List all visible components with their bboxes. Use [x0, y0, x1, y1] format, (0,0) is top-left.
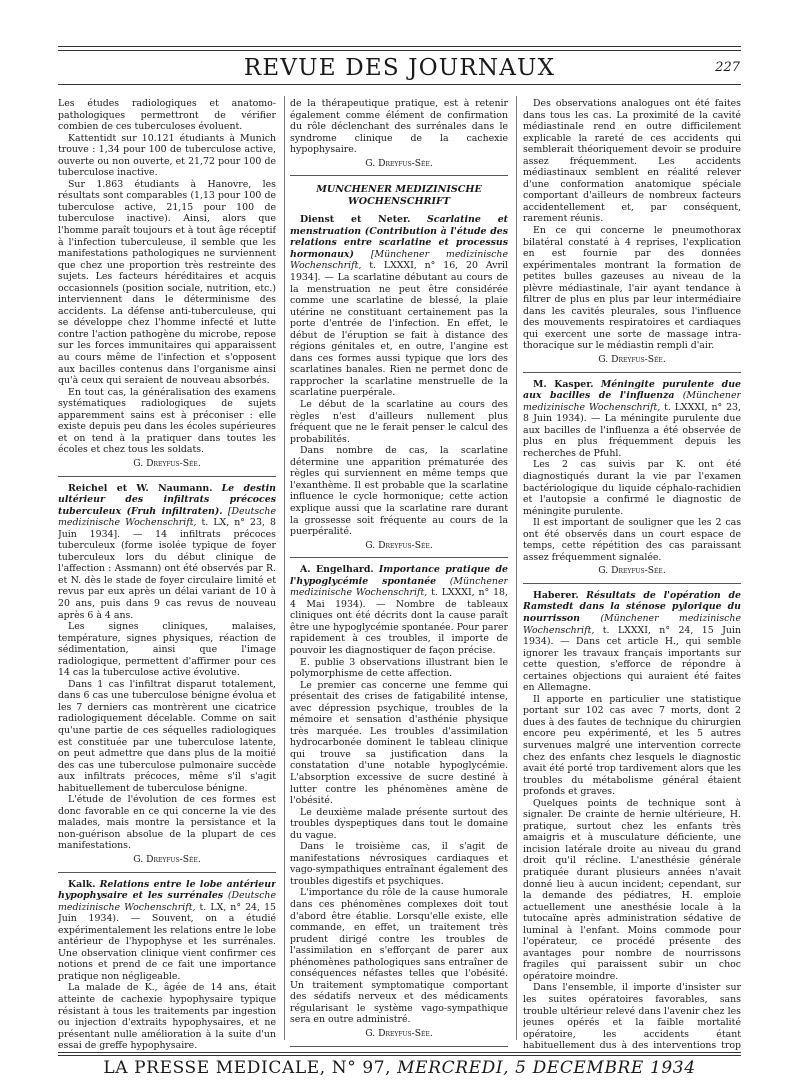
paragraph: Dans nombre de cas, la scarlatine détermine une apparition prématurée des règles qui surviennent en même temps que l'exanthème. Il est probable que la scarlatine influence le cycle hormonique; cette action explique aussi que la scarlatine rare durant la grossesse soit fréquente au cours de la puerpéralité.	[290, 445, 508, 538]
article-separator	[58, 476, 276, 477]
article-author: Reichel et W. Naumann.	[68, 482, 213, 494]
article-journal: (Deutsche medizinische Wochenschrift,	[58, 890, 276, 913]
paragraph: Dans l'ensemble, il importe d'insister sur les suites opératoires favorables, sans trouble ultérieur relevé dans l'avenir chez les jeunes opérés et la faible mortalité opératoire, les accidents étant habituellement dus à des interventions trop	[523, 982, 741, 1050]
paragraph: Le premier cas concerne une femme qui présentait des crises de fatigabilité intense, avec dépression psychique, troubles de la mémoire et sensation d'asthénie physique très marquée. Les troubles d'assimilation hydrocarbonée dominent le tableau clinique qui trouve sa justification dans la constatation d'une notable hypoglycémie. L'absorption excessive de sucre destiné à lutter contre les phénomènes amène de l'obésité.	[290, 679, 508, 807]
running-head: REVUE DES JOURNAUX	[243, 55, 556, 81]
paragraph: Le deuxième malade présente surtout des troubles dyspeptiques dans tout le domaine du vague.	[290, 806, 508, 841]
article-head	[290, 214, 508, 399]
paragraph: Des observations analogues ont été faites dans tous les cas. La proximité de la cavité médiastinale rend en outre difficilement explicable la rareté de ces accidents qui semblerait théoriquement devoir se produire assez fréquemment. Les accidents médiastinaux semblent en réalité relever d'une conformation anatomique spéciale comportant d'ailleurs de nombreux facteurs accidentellement et, par conséquent, rarement réunis.	[523, 98, 741, 225]
article-journal: (Münchener medizinische Wochenschrift,	[523, 390, 741, 413]
author-signature: G. Dreyfus-Sée.	[365, 157, 433, 169]
article-title: Le destin ultérieur des infiltrats précoces tuberculeux (Fruh infiltraten).	[58, 482, 276, 517]
article-body: t. LXXXI, n° 24, 15 Juin 1934). — Dans cet article H., qui semble ignorer les travaux français importants sur cette question, s'efforce de répondre à certaines objections qui auraient été faites en Allemagne.	[523, 624, 741, 694]
paragraph: En tout cas, la généralisation des examens systématiques radiologiques de sujets apparemment sains est à préconiser : elle existe depuis peu dans les écoles supérieures et on tend à la pratiquer dans toutes les écoles et chez tous les soldats.	[58, 386, 276, 456]
author-signature: G. Dreyfus-Sée.	[365, 1028, 433, 1040]
article-body: t. LXXXI, n° 23, 8 Juin 1934). — La méningite purulente due aux bacilles de l'influenza a été observée de plus en plus fréquemment depuis les recherches de Pfuhl.	[523, 401, 741, 459]
article-separator	[290, 1046, 508, 1047]
paragraph: En ce qui concerne le pneumothorax bilatéral constaté à 4 reprises, l'explication en est fournie par des données expérimentales montrant la formation de petites bulles gazeuses au niveau de la plèvre médiastinale, l'air ayant tendance à filtrer de plus en plus par leur intermédiaire dans les cavités pleurales, sous l'influence des mouvements respiratoires et cardiaques qui exercent une sorte de massage intra-thoracique sur le médiastin rempli d'air.	[523, 225, 741, 352]
paragraph: E. publie 3 observations illustrant bien le polymorphisme de cette affection.	[290, 656, 508, 680]
article-title: Importance pratique de l'hypoglycémie spontanée	[290, 564, 508, 587]
author-signature: G. Dreyfus-Sée.	[365, 539, 433, 551]
paragraph: Il apporte en particulier une statistique portant sur 102 cas avec 7 morts, dont 2 dues à des fautes de technique du chirurgien encore peu expérimenté, et les 5 autres survenues malgré une intervention correcte chez des enfants chez lesquels le diagnostic avait été porté trop tardivement alors que les troubles du métabolisme général étaient profonds et graves.	[523, 693, 741, 798]
article-body: t. LXXXI, n° 18, 4 Mai 1934). — Nombre de tableaux cliniques ont été décrits dont la cause paraît être une hypoglycémie spontanée. Pour parer rapidement à ces troubles, il importe de pouvoir les diagnostiquer de façon précise.	[290, 587, 508, 656]
article-body: t. LX, n° 24, 15 Juin 1934). — Souvent, on a étudié expérimentalement les relations entre le lobe antérieur de l'hypophyse et les surrénales. Une observation clinique vient confirmer ces notions et prend de ce fait une importance pratique non négligeable.	[58, 901, 276, 982]
article-author: Dienst et Neter.	[300, 214, 411, 226]
paragraph: de la thérapeutique pratique, est à retenir également comme élément de confirmation du rôle déclenchant des surrénales dans le syndrome clinique de la cachexie hypophysaire.	[290, 98, 508, 156]
header-rule-bottom	[58, 84, 741, 85]
paragraph: Les études radiologiques et anatomo-pathologiques permettront de vérifier combien de ces tuberculoses évoluent.	[58, 98, 276, 133]
footer-rule-double	[58, 1055, 741, 1056]
author-signature: G. Dreyfus-Sée.	[133, 854, 201, 865]
article-author: Haberer.	[533, 589, 579, 601]
author-signature: G. Dreyfus-Sée.	[133, 457, 201, 469]
paragraph: L'importance du rôle de la cause humorale dans ces phénomènes complexes doit tout d'abord être établie. Lorsqu'elle existe, elle commande, en effet, un traitement très prudent dirigé contre les troubles de l'assimilation en s'efforçant de parer aux phénomènes pathologiques sans entraîner de conséquences néfastes telles que l'obésité. Un traitement symptomatique comportant des sédatifs nerveux et des médicaments régularisant le système vago-sympathique sera en outre administré.	[290, 887, 508, 1026]
paragraph: Dans le troisième cas, il s'agit de manifestations névrosiques cardiaques et vago-sympathiques entraînant également des troubles digestifs et psychiques.	[290, 841, 508, 887]
article-body: t. LXXXI, n° 16, 20 Avril 1934]. — La scarlatine débutant au cours de la menstruation ne peut être considérée comme une scarlatine de blessé, la plaie utérine ne constituant certainement pas la porte d'entrée de l'infection. En effet, le début de l'éruption se fait à distance des régions génitales et, en outre, l'angine est dans ces formes aussi typique que lors des scarlatines banales. Rien ne permet donc de rapprocher la scarlatine menstruelle de la scarlatine puerpérale.	[290, 260, 508, 399]
paragraph: Sur 1.863 étudiants à Hanovre, les résultats sont comparables (1,13 pour 100 de tuberculose active, 21,15 pour 100 de tuberculose inactive). Ainsi, alors que l'homme paraît toujours et à tout âge réceptif à l'infection tuberculeuse, il semble que les manifestations pathologiques ne surviennent que chez une proportion très restreinte des sujets. Les facteurs héréditaires et acquis occasionnels (position sociale, nutrition, etc.) interviennent dans le déterminisme des accidents. La défense anti-tuberculeuse, qui se développe chez l'homme infecté et lutte contre l'action pathogène du microbe, repose sur les forces immunitaires qui apparaissent au cours même de l'infection et s'opposent aux bacilles contenus dans l'organisme ainsi qu'à ceux qui seraient de nouveau absorbés.	[58, 178, 276, 387]
article-head	[523, 590, 741, 694]
article-separator	[290, 175, 508, 176]
page-number: 227	[715, 60, 740, 75]
paragraph: Quelques points de technique sont à signaler. De crainte de hernie ultérieure, H. pratique, surtout chez les enfants très amaigris et à musculature déficiente, une incision latérale droite au niveau du grand droit qu'il récline. L'anesthésie générale pratiquée durant plusieurs années n'avait donné lieu à aucun incident; cependant, sur la demande des pédiatres, H. emploie actuellement une anesthésie locale à la tutocaïne après administration sédative de luminal à l'enfant. Moins commode pour l'opérateur, ce procédé présente des avantages pour nombre de nourrissons fragiles qui paraissent subir un choc opératoire moindre.	[523, 797, 741, 982]
article-separator	[58, 872, 276, 873]
article-body: t. LX, n° 23, 8 Juin 1934]. — 14 infiltrats précoces tuberculeux (forme isolée typique de foyer tuberculeux lors du début clinique de l'affection : Assmann) ont été observés par R. et N. dès le stade de foyer circulaire limité et revus par eux après un délai variant de 10 à 20 ans, puis dans 9 cas revus de nouveau après 6 à 4 ans.	[58, 517, 276, 621]
column-rule-1	[284, 96, 285, 1040]
article-author: M. Kasper.	[533, 378, 594, 390]
article-head	[58, 483, 276, 622]
article-title: Relations entre le lobe antérieur hypophysaire et les surrénales	[58, 878, 276, 902]
article-journal: [Deutsche medizinische Wochenschrift,	[58, 505, 276, 529]
column-3	[523, 98, 741, 1050]
paragraph: Dans 1 cas l'infiltrat disparut totalement, dans 6 cas une tuberculose bénigne évolua et les 7 derniers cas montrèrent une cicatrice radiologiquement décelable. Comme on sait qu'une partie de ces séquelles radiologiques est constituée par une tuberculose latente, on peut admettre que dans plus de la moitié des cas une tuberculose pulmonaire succède aux infiltrats précoces, même s'il s'agit habituellement de tuberculose bénigne.	[58, 678, 276, 794]
article-journal: (Münchener medizinische Wochenschrift,	[523, 612, 741, 636]
article-title: Méningite purulente due aux bacilles de l'influenza	[523, 378, 741, 402]
footer-journal: LA PRESSE MEDICALE, N° 97,	[103, 1058, 392, 1078]
article-author: A. Engelhard.	[300, 564, 374, 576]
header-rule-top-double	[58, 50, 741, 51]
footer-rule	[58, 1052, 741, 1053]
paragraph: Il est important de souligner que les 2 cas ont été observés dans un court espace de temps, cette répétition des cas paraissant assez fréquemment signalée.	[523, 517, 741, 563]
paragraph: Les 2 cas suivis par K. ont été diagnostiqués durant la vie par l'examen bactériologique du liquide céphalo-rachidien et l'autopsie a confirmé le diagnostic de méningite purulente.	[523, 459, 741, 517]
section-heading: MUNCHENER MEDIZINISCHE WOCHENSCHRIFT	[316, 184, 482, 208]
paragraph: La malade de K., âgée de 14 ans, était atteinte de cachexie hypophysaire typique résistant à tous les traitements par ingestion ou injection d'extraits hypophysaires, et ne présentant nulle amélioration à la suite d'un essai de greffe hypophysaire.	[58, 982, 276, 1050]
paragraph: L'étude de l'évolution de ces formes est donc favorable en ce qui concerne la vie des malades, mais montre la persistance et la non-guérison absolue de la plupart de ces manifestations.	[58, 794, 276, 852]
article-separator	[523, 583, 741, 584]
article-author: Kalk.	[68, 878, 96, 890]
article-journal: [Münchener medizinische Wochenschrift,	[290, 248, 508, 272]
article-title: Résultats de l'opération de Ramstedt dans la sténose pylorique du nourrisson	[523, 589, 741, 624]
article-journal: (Münchener medizinische Wochenschrift,	[290, 575, 508, 599]
footer-date: MERCREDI, 5 DECEMBRE 1934	[397, 1058, 696, 1078]
paragraph: Les signes cliniques, malaises, température, signes physiques, réaction de sédimentation, ainsi que l'image radiologique, permettent d'affirmer pour ces 14 cas la tuberculose active évolutive.	[58, 621, 276, 679]
article-separator	[523, 372, 741, 373]
header-rule-top	[58, 46, 741, 47]
article-separator	[290, 557, 508, 558]
paragraph: Le début de la scarlatine au cours des règles n'est d'ailleurs nullement plus fréquent que ne le ferait penser le calcul des probabilités.	[290, 399, 508, 445]
article-title: Scarlatine et menstruation (Contribution à l'étude des relations entre scarlatine et processus hormonaux)	[290, 214, 508, 260]
column-2	[290, 98, 508, 1050]
column-1	[58, 98, 276, 1050]
column-rule-2	[516, 96, 517, 1040]
article-head	[290, 564, 508, 656]
article-head	[523, 379, 741, 460]
article-head	[58, 879, 276, 983]
author-signature: G. Dreyfus-Sée.	[598, 354, 666, 366]
page-footer	[58, 1058, 741, 1078]
paragraph: Kattentidt sur 10.121 étudiants à Munich trouve : 1,34 pour 100 de tuberculose active, ouverte ou non ouverte, et 21,72 pour 100 de tuberculose inactive.	[58, 132, 276, 179]
author-signature: G. Dreyfus-Sée.	[598, 565, 666, 577]
